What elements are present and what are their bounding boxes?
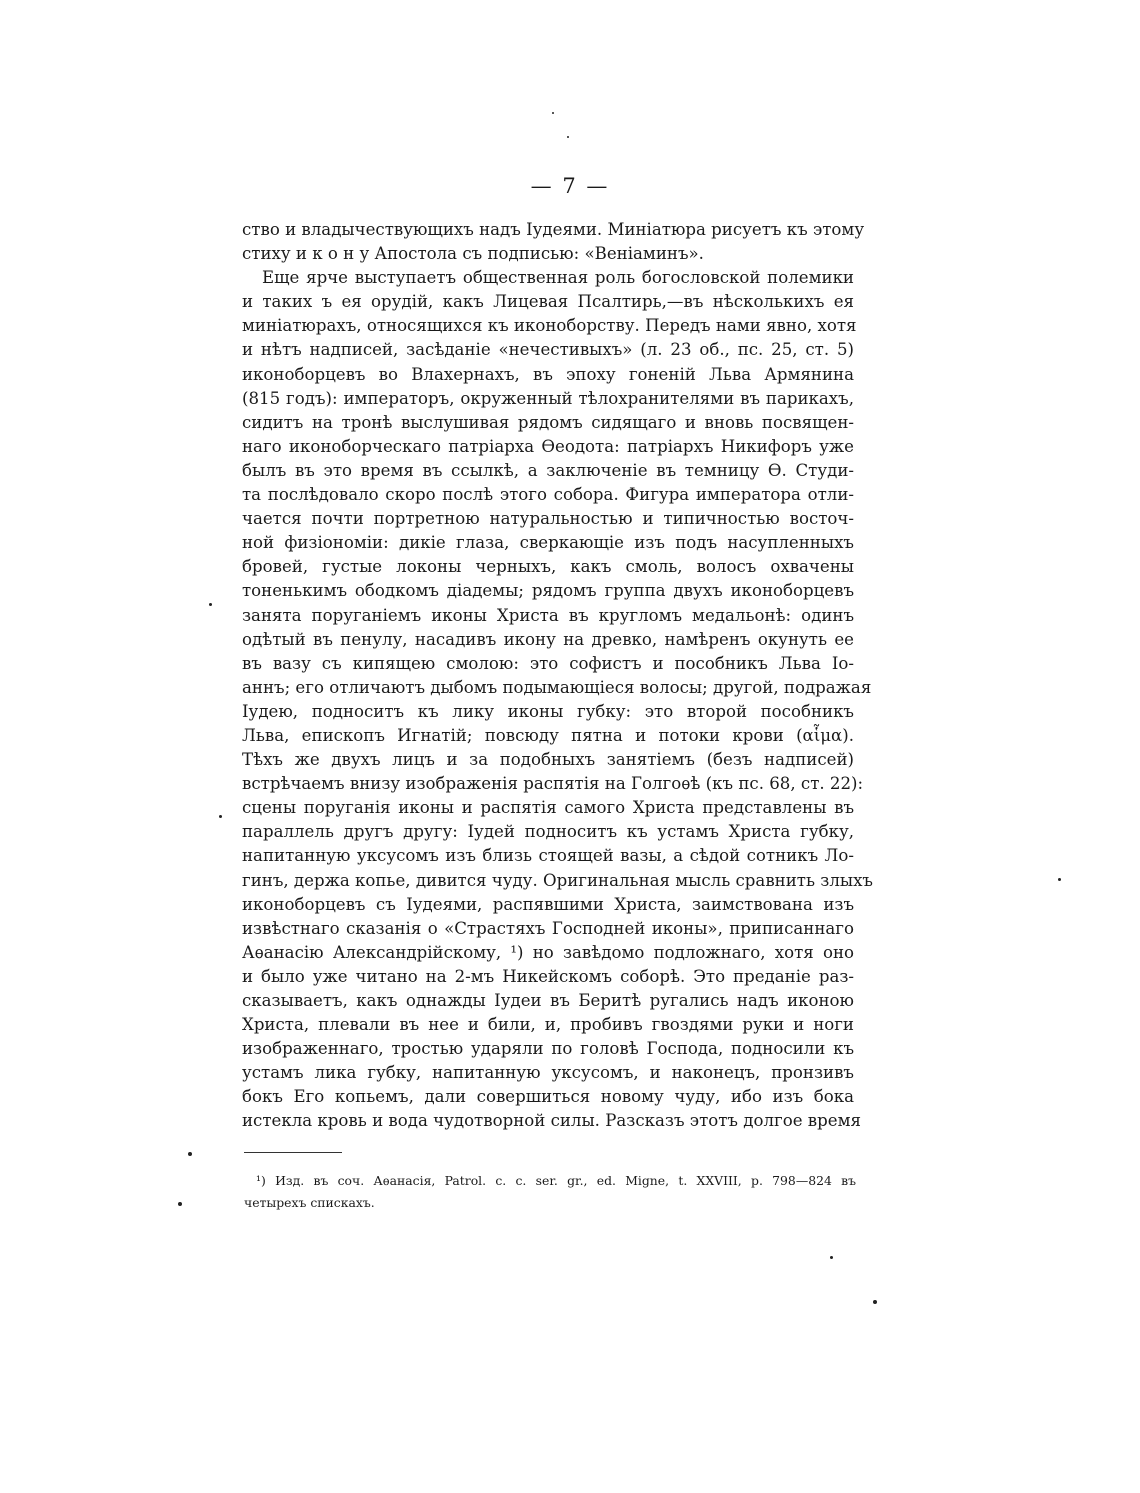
text-line: Христа, плевали въ нее и били, и, пробивъ гвоздями руки и ноги: [242, 1015, 854, 1035]
text-line: миніатюрахъ, относящихся къ иконоборству. Передъ нами явно, хотя: [242, 316, 857, 336]
text-line: одѣтый въ пенулу, насадивъ икону на древко, намѣренъ окунуть ее: [242, 629, 854, 649]
text-line: бокъ Его копьемъ, дали совершиться новому чуду, ибо изъ бока: [242, 1087, 854, 1107]
scan-speck: [209, 603, 212, 606]
text-line: изображеннаго, тростью ударяли по головѣ Господа, подносили къ: [242, 1039, 854, 1059]
text-line: сказываетъ, какъ однажды Іудеи въ Беритѣ ругались надъ иконою: [242, 991, 854, 1010]
page-number: — 7 —: [530, 174, 610, 198]
scan-speck: [830, 1256, 833, 1259]
scan-speck: [188, 1152, 192, 1156]
text-line: бровей, густые локоны черныхъ, какъ смоль, волосъ охвачены: [242, 557, 854, 577]
text-line: ной физіономіи: дикіе глаза, сверкающіе изъ подъ насупленныхъ: [242, 533, 854, 553]
text-line: встрѣчаемъ внизу изображенія распятія на Голгоѳѣ (къ пс. 68, ст. 22):: [242, 774, 864, 794]
text-line: гинъ, держа копье, дивится чуду. Оригинальная мысль сравнить злыхъ: [242, 870, 873, 890]
footnote: [244, 1170, 856, 1214]
text-line: (815 годъ): императоръ, окруженный тѣлохранителями въ парикахъ,: [242, 388, 854, 408]
text-line: аннъ; его отличаютъ дыбомъ подымающіеся волосы; другой, подражая: [242, 677, 872, 697]
text-line: и таких ъ ея орудій, какъ Лицевая Псалтирь,—въ нѣсколькихъ ея: [242, 292, 854, 312]
scan-speck: [219, 815, 222, 818]
text-line: Аѳанасію Александрійскому, ¹) но завѣдомо подложнаго, хотя оно: [242, 942, 854, 962]
text-line: Еще ярче выступаетъ общественная роль богословской полемики: [262, 268, 854, 288]
text-line: иконоборцевъ во Влахернахъ, въ эпоху гоненій Льва Армянина: [242, 364, 854, 384]
footnote-divider: [244, 1152, 342, 1153]
body-text: [242, 218, 873, 1134]
text-line: напитанную уксусомъ изъ близь стоящей вазы, а сѣдой сотникъ Ло-: [242, 846, 854, 866]
text-line: Іудею, подноситъ къ лику иконы губку: это второй пособникъ: [242, 701, 854, 721]
footnote-line: четырехъ спискахъ.: [244, 1195, 375, 1210]
text-line: иконоборцевъ съ Іудеями, распявшими Христа, заимствована изъ: [242, 894, 854, 914]
text-line: истекла кровь и вода чудотворной силы. Разсказъ этотъ долгое время: [242, 1111, 861, 1131]
text-line: та послѣдовало скоро послѣ этого собора. Фигура императора отли-: [242, 485, 854, 505]
text-line: сидитъ на тронѣ выслушивая рядомъ сидящаго и вновь посвящен-: [242, 412, 854, 432]
text-line: тоненькимъ ободкомъ діадемы; рядомъ группа двухъ иконоборцевъ: [242, 581, 854, 601]
text-line: сцены поруганія иконы и распятія самого Христа представлены въ: [242, 798, 854, 818]
text-line: наго иконоборческаго патріарха Ѳеодота: патріархъ Никифоръ уже: [242, 436, 854, 456]
text-line: Тѣхъ же двухъ лицъ и за подобныхъ занятіемъ (безъ надписей): [242, 750, 854, 770]
text-line: былъ въ это время въ ссылкѣ, а заключеніе въ темницу Ѳ. Студи-: [242, 460, 854, 480]
footnote-line: ¹) Изд. въ соч. Аѳанасія, Patrol. c. c. ser. gr., ed. Migne, t. XXVIII, p. 798—824 въ: [256, 1173, 856, 1188]
text-line: чается почти портретною натуральностью и типичностью восточ-: [242, 509, 854, 529]
scan-speck: [567, 136, 569, 138]
scan-speck: [178, 1202, 182, 1206]
text-line: занята поруганіемъ иконы Христа въ кругломъ медальонѣ: одинъ: [242, 605, 854, 625]
text-line: стиху и к о н у Апостола съ подписью: «Веніаминъ».: [242, 244, 704, 264]
scan-speck: [1058, 878, 1061, 881]
text-line: Льва, епископъ Игнатій; повсюду пятна и потоки крови (αἷμα).: [242, 725, 854, 745]
text-line: въ вазу съ кипящею смолою: это софистъ и пособникъ Льва Іо-: [242, 653, 854, 673]
text-line: и нѣтъ надписей, засѣданіе «нечестивыхъ» (л. 23 об., пс. 25, ст. 5): [242, 340, 854, 360]
text-line: и было уже читано на 2-мъ Никейскомъ соборѣ. Это преданіе раз-: [242, 966, 854, 986]
text-line: параллель другъ другу: Іудей подноситъ къ устамъ Христа губку,: [242, 822, 854, 842]
text-line: устамъ лика губку, напитанную уксусомъ, и наконецъ, пронзивъ: [242, 1063, 854, 1083]
scan-speck: [873, 1300, 877, 1304]
text-line: извѣстнаго сказанія о «Страстяхъ Господней иконы», приписаннаго: [242, 918, 854, 938]
scan-speck: [552, 112, 554, 114]
text-line: ство и владычествующихъ надъ Іудеями. Миніатюра рисуетъ къ этому: [242, 220, 865, 239]
